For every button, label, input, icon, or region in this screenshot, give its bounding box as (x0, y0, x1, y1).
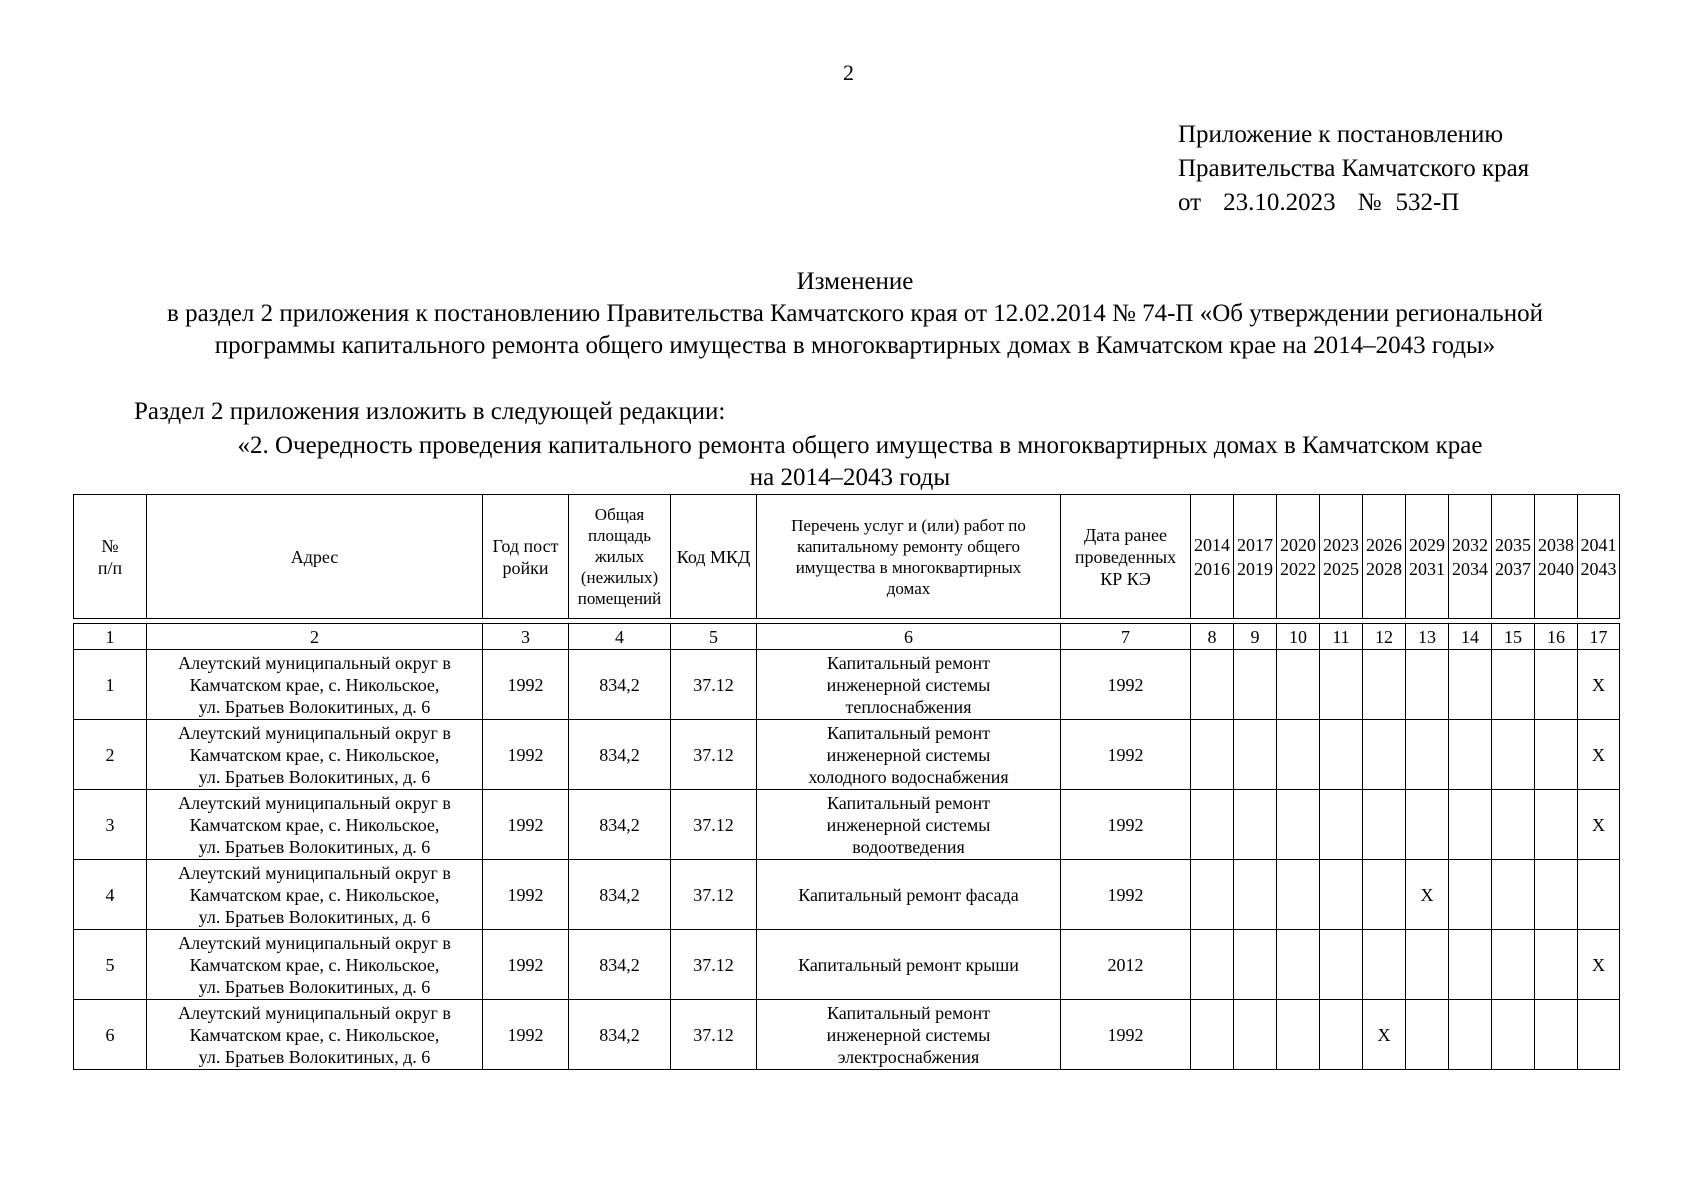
header-period-to: 2022 (1280, 558, 1316, 579)
row-period-mark (1578, 1000, 1620, 1070)
table-row (74, 650, 1620, 720)
header-address (147, 495, 483, 619)
row-works-line: водоотведения (852, 836, 965, 857)
row-address-line: ул. Братьев Волокитиных, д. 6 (198, 1046, 431, 1067)
header-period-from: 2023 (1323, 534, 1359, 555)
table-header-row (74, 495, 1620, 619)
row-works (757, 720, 1061, 790)
row-period-mark (1191, 790, 1234, 860)
title-line-2: в раздел 2 приложения к постановлению Правительства Камчатского края от 12.02.2014 № 74-П «Об утверждении региональной (167, 300, 1543, 327)
header-build-year (483, 495, 569, 619)
header-period-from: 2020 (1280, 534, 1316, 555)
header-mkd-code (671, 495, 757, 619)
header-number (74, 495, 147, 619)
row-period-mark (1492, 930, 1535, 1000)
column-number: 11 (1320, 624, 1363, 650)
row-mkd-code: 37.12 (671, 790, 757, 860)
row-total-area: 834,2 (569, 720, 671, 790)
appendix-line-1: Приложение к постановлению (1178, 121, 1504, 148)
row-works-line: холодного водоснабжения (808, 766, 1009, 787)
appendix-reference (1178, 118, 1529, 220)
table-row (74, 720, 1620, 790)
row-period-mark (1320, 720, 1363, 790)
row-period-mark (1277, 1000, 1320, 1070)
header-period (1535, 495, 1578, 619)
table-row (74, 1000, 1620, 1070)
row-address-line: Алеутский муниципальный округ в (178, 862, 451, 883)
row-mkd-code: 37.12 (671, 720, 757, 790)
row-address-line: ул. Братьев Волокитиных, д. 6 (198, 836, 431, 857)
row-period-mark (1277, 720, 1320, 790)
header-period-from: 2017 (1237, 534, 1273, 555)
row-last-repair-date: 1992 (1061, 650, 1191, 720)
row-period-mark (1535, 650, 1578, 720)
row-period-mark (1406, 650, 1449, 720)
row-last-repair-date: 2012 (1061, 930, 1191, 1000)
row-period-mark (1406, 720, 1449, 790)
row-period-mark (1535, 1000, 1578, 1070)
column-number: 8 (1191, 624, 1234, 650)
row-period-mark (1320, 1000, 1363, 1070)
header-total-area-line: Общая (594, 505, 645, 524)
row-period-mark (1191, 1000, 1234, 1070)
document-title (40, 266, 1670, 362)
column-number: 17 (1578, 624, 1620, 650)
header-number-line-1: № (101, 535, 119, 556)
header-period-to: 2037 (1495, 558, 1531, 579)
row-address-line: ул. Братьев Волокитиных, д. 6 (198, 906, 431, 927)
header-period-from: 2029 (1409, 534, 1445, 555)
row-period-mark (1535, 720, 1578, 790)
column-number: 6 (757, 624, 1061, 650)
header-total-area-line: жилых (594, 547, 645, 566)
decree-date: 23.10.2023 (1223, 189, 1336, 216)
row-address-line: Камчатском крае, с. Никольское, (189, 884, 440, 905)
row-period-mark (1234, 1000, 1277, 1070)
row-period-mark (1406, 790, 1449, 860)
row-build-year: 1992 (483, 790, 569, 860)
appendix-line-2: Правительства Камчатского края (1178, 155, 1530, 182)
row-period-mark (1320, 650, 1363, 720)
header-period-from: 2035 (1495, 534, 1531, 555)
table-row (74, 860, 1620, 930)
row-works-line: инженерной системы (826, 1024, 991, 1045)
schedule-table (73, 623, 1620, 1070)
column-number-row (74, 624, 1620, 650)
row-period-mark: X (1578, 720, 1620, 790)
row-total-area: 834,2 (569, 1000, 671, 1070)
header-period (1406, 495, 1449, 619)
decree-number: 532-П (1395, 189, 1460, 216)
row-address (147, 930, 483, 1000)
column-number: 7 (1061, 624, 1191, 650)
intro-text: Раздел 2 приложения изложить в следующей редакции: (134, 398, 726, 425)
row-period-mark (1578, 860, 1620, 930)
row-build-year: 1992 (483, 860, 569, 930)
page-number: 2 (843, 60, 854, 85)
header-number-line-2: п/п (97, 557, 123, 578)
header-period-from: 2014 (1194, 534, 1230, 555)
row-period-mark (1191, 720, 1234, 790)
row-period-mark (1191, 650, 1234, 720)
row-last-repair-date: 1992 (1061, 860, 1191, 930)
row-build-year: 1992 (483, 1000, 569, 1070)
row-period-mark (1535, 930, 1578, 1000)
row-address (147, 720, 483, 790)
header-period (1449, 495, 1492, 619)
section-title-line-1: «2. Очередность проведения капитального ремонта общего имущества в многоквартирных домах в Камчатском крае (237, 432, 1483, 459)
row-address-line: Алеутский муниципальный округ в (178, 722, 451, 743)
row-address-line: Алеутский муниципальный округ в (178, 652, 451, 673)
header-works-list-line: имущества в многоквартирных (795, 557, 1022, 577)
header-last-repair-date-line: КР КЭ (1100, 568, 1151, 589)
header-period-from: 2032 (1452, 534, 1488, 555)
header-period (1277, 495, 1320, 619)
row-works-line: инженерной системы (826, 744, 991, 765)
row-period-mark (1234, 930, 1277, 1000)
header-period-from: 2026 (1366, 534, 1402, 555)
row-number: 1 (74, 650, 147, 720)
row-period-mark (1535, 860, 1578, 930)
table-row (74, 930, 1620, 1000)
row-number: 6 (74, 1000, 147, 1070)
row-works (757, 930, 1061, 1000)
header-period (1320, 495, 1363, 619)
row-address-line: Алеутский муниципальный округ в (178, 792, 451, 813)
row-period-mark (1492, 860, 1535, 930)
date-prefix: от (1178, 189, 1202, 216)
row-period-mark (1277, 860, 1320, 930)
row-period-mark (1492, 1000, 1535, 1070)
row-period-mark (1535, 790, 1578, 860)
row-period-mark (1492, 720, 1535, 790)
header-period (1363, 495, 1406, 619)
row-period-mark (1191, 860, 1234, 930)
row-period-mark: X (1578, 930, 1620, 1000)
row-address-line: Камчатском крае, с. Никольское, (189, 954, 440, 975)
row-number: 4 (74, 860, 147, 930)
row-address-line: ул. Братьев Волокитиных, д. 6 (198, 696, 431, 717)
row-number: 5 (74, 930, 147, 1000)
header-last-repair-date (1061, 495, 1191, 619)
header-mkd-code-label: Код МКД (676, 546, 751, 567)
row-works-line: электроснабжения (837, 1046, 980, 1067)
header-works-list-line: Перечень услуг и (или) работ по (791, 515, 1026, 535)
row-total-area: 834,2 (569, 650, 671, 720)
row-works-line: Капитальный ремонт фасада (798, 884, 1019, 905)
column-number: 2 (147, 624, 483, 650)
column-number: 9 (1234, 624, 1277, 650)
row-period-mark (1406, 1000, 1449, 1070)
title-line-3: программы капитального ремонта общего имущества в многоквартирных домах в Камчатском крае на 2014–2043 годы» (214, 332, 1496, 359)
row-period-mark (1449, 930, 1492, 1000)
header-address-label: Адрес (290, 546, 339, 567)
title-heading: Изменение (796, 268, 914, 295)
header-period-to: 2016 (1194, 558, 1230, 579)
row-last-repair-date: 1992 (1061, 790, 1191, 860)
row-period-mark (1363, 790, 1406, 860)
row-period-mark: X (1406, 860, 1449, 930)
header-period-from: 2041 (1580, 534, 1617, 555)
row-address (147, 650, 483, 720)
row-period-mark (1234, 650, 1277, 720)
row-period-mark (1449, 720, 1492, 790)
header-period-to: 2019 (1237, 558, 1273, 579)
row-period-mark (1234, 860, 1277, 930)
row-mkd-code: 37.12 (671, 930, 757, 1000)
row-period-mark (1320, 790, 1363, 860)
row-build-year: 1992 (483, 720, 569, 790)
row-works-line: инженерной системы (826, 674, 991, 695)
row-address (147, 860, 483, 930)
header-period-to: 2025 (1323, 558, 1359, 579)
header-build-year-line-1: Год пост (492, 535, 559, 556)
row-works-line: Капитальный ремонт (827, 652, 990, 673)
row-number: 3 (74, 790, 147, 860)
header-total-area (569, 495, 671, 619)
row-works (757, 1000, 1061, 1070)
row-period-mark: X (1363, 1000, 1406, 1070)
row-address-line: Камчатском крае, с. Никольское, (189, 1024, 440, 1045)
row-period-mark (1492, 790, 1535, 860)
row-works (757, 860, 1061, 930)
row-period-mark (1449, 650, 1492, 720)
row-period-mark (1363, 720, 1406, 790)
header-period-to: 2031 (1409, 558, 1445, 579)
row-mkd-code: 37.12 (671, 650, 757, 720)
column-number: 1 (74, 624, 147, 650)
row-period-mark (1320, 860, 1363, 930)
header-period (1234, 495, 1277, 619)
column-number: 4 (569, 624, 671, 650)
column-number: 16 (1535, 624, 1578, 650)
row-last-repair-date: 1992 (1061, 720, 1191, 790)
row-address-line: Камчатском крае, с. Никольское, (189, 674, 440, 695)
header-period-to: 2034 (1452, 558, 1488, 579)
row-period-mark (1449, 790, 1492, 860)
row-address (147, 790, 483, 860)
column-number: 12 (1363, 624, 1406, 650)
row-works-line: Капитальный ремонт (827, 792, 990, 813)
row-address-line: ул. Братьев Волокитиных, д. 6 (198, 766, 431, 787)
row-works-line: Капитальный ремонт (827, 722, 990, 743)
row-period-mark: X (1578, 790, 1620, 860)
row-address-line: ул. Братьев Волокитиных, д. 6 (198, 976, 431, 997)
row-works-line: Капитальный ремонт (827, 1002, 990, 1023)
header-period (1578, 495, 1620, 619)
header-period-from: 2038 (1538, 534, 1574, 555)
header-works-list-line: домах (886, 578, 931, 598)
header-works-list (757, 495, 1061, 619)
header-total-area-line: (нежилых) (580, 568, 659, 587)
row-total-area: 834,2 (569, 860, 671, 930)
row-address-line: Камчатском крае, с. Никольское, (189, 814, 440, 835)
row-period-mark (1191, 930, 1234, 1000)
row-works (757, 650, 1061, 720)
column-number: 3 (483, 624, 569, 650)
section-title (60, 430, 1640, 494)
column-number: 5 (671, 624, 757, 650)
row-number: 2 (74, 720, 147, 790)
column-number: 10 (1277, 624, 1320, 650)
header-period-to: 2028 (1366, 558, 1402, 579)
header-period (1492, 495, 1535, 619)
row-period-mark (1492, 650, 1535, 720)
header-works-list-line: капитальному ремонту общего (796, 536, 1021, 556)
row-last-repair-date: 1992 (1061, 1000, 1191, 1070)
row-period-mark (1363, 650, 1406, 720)
header-period-to: 2043 (1580, 558, 1617, 579)
row-period-mark (1320, 930, 1363, 1000)
header-period (1191, 495, 1234, 619)
table-row (74, 790, 1620, 860)
column-number: 13 (1406, 624, 1449, 650)
row-works-line: теплоснабжения (845, 696, 972, 717)
row-works-line: инженерной системы (826, 814, 991, 835)
row-period-mark: X (1578, 650, 1620, 720)
header-last-repair-date-line: проведенных (1074, 546, 1177, 567)
header-period-to: 2040 (1538, 558, 1574, 579)
row-period-mark (1449, 860, 1492, 930)
row-address-line: Камчатском крае, с. Никольское, (189, 744, 440, 765)
header-total-area-line: помещений (577, 589, 662, 608)
row-mkd-code: 37.12 (671, 1000, 757, 1070)
row-period-mark (1449, 1000, 1492, 1070)
row-total-area: 834,2 (569, 930, 671, 1000)
row-period-mark (1277, 930, 1320, 1000)
header-total-area-line: площадь (587, 526, 652, 545)
header-last-repair-date-line: Дата ранее (1084, 524, 1167, 545)
row-address-line: Алеутский муниципальный округ в (178, 1002, 451, 1023)
section-title-line-2: на 2014–2043 годы (749, 464, 951, 491)
row-period-mark (1234, 720, 1277, 790)
row-period-mark (1406, 930, 1449, 1000)
column-number: 15 (1492, 624, 1535, 650)
row-total-area: 834,2 (569, 790, 671, 860)
row-works (757, 790, 1061, 860)
row-period-mark (1277, 650, 1320, 720)
row-build-year: 1992 (483, 930, 569, 1000)
row-address-line: Алеутский муниципальный округ в (178, 932, 451, 953)
row-period-mark (1363, 930, 1406, 1000)
number-sign: № (1357, 189, 1382, 216)
table-header (73, 494, 1620, 619)
row-period-mark (1363, 860, 1406, 930)
row-period-mark (1234, 790, 1277, 860)
row-works-line: Капитальный ремонт крыши (798, 954, 1019, 975)
row-build-year: 1992 (483, 650, 569, 720)
row-address (147, 1000, 483, 1070)
header-build-year-line-2: ройки (502, 557, 549, 578)
row-mkd-code: 37.12 (671, 860, 757, 930)
appendix-date-line (1178, 186, 1529, 220)
row-period-mark (1277, 790, 1320, 860)
column-number: 14 (1449, 624, 1492, 650)
